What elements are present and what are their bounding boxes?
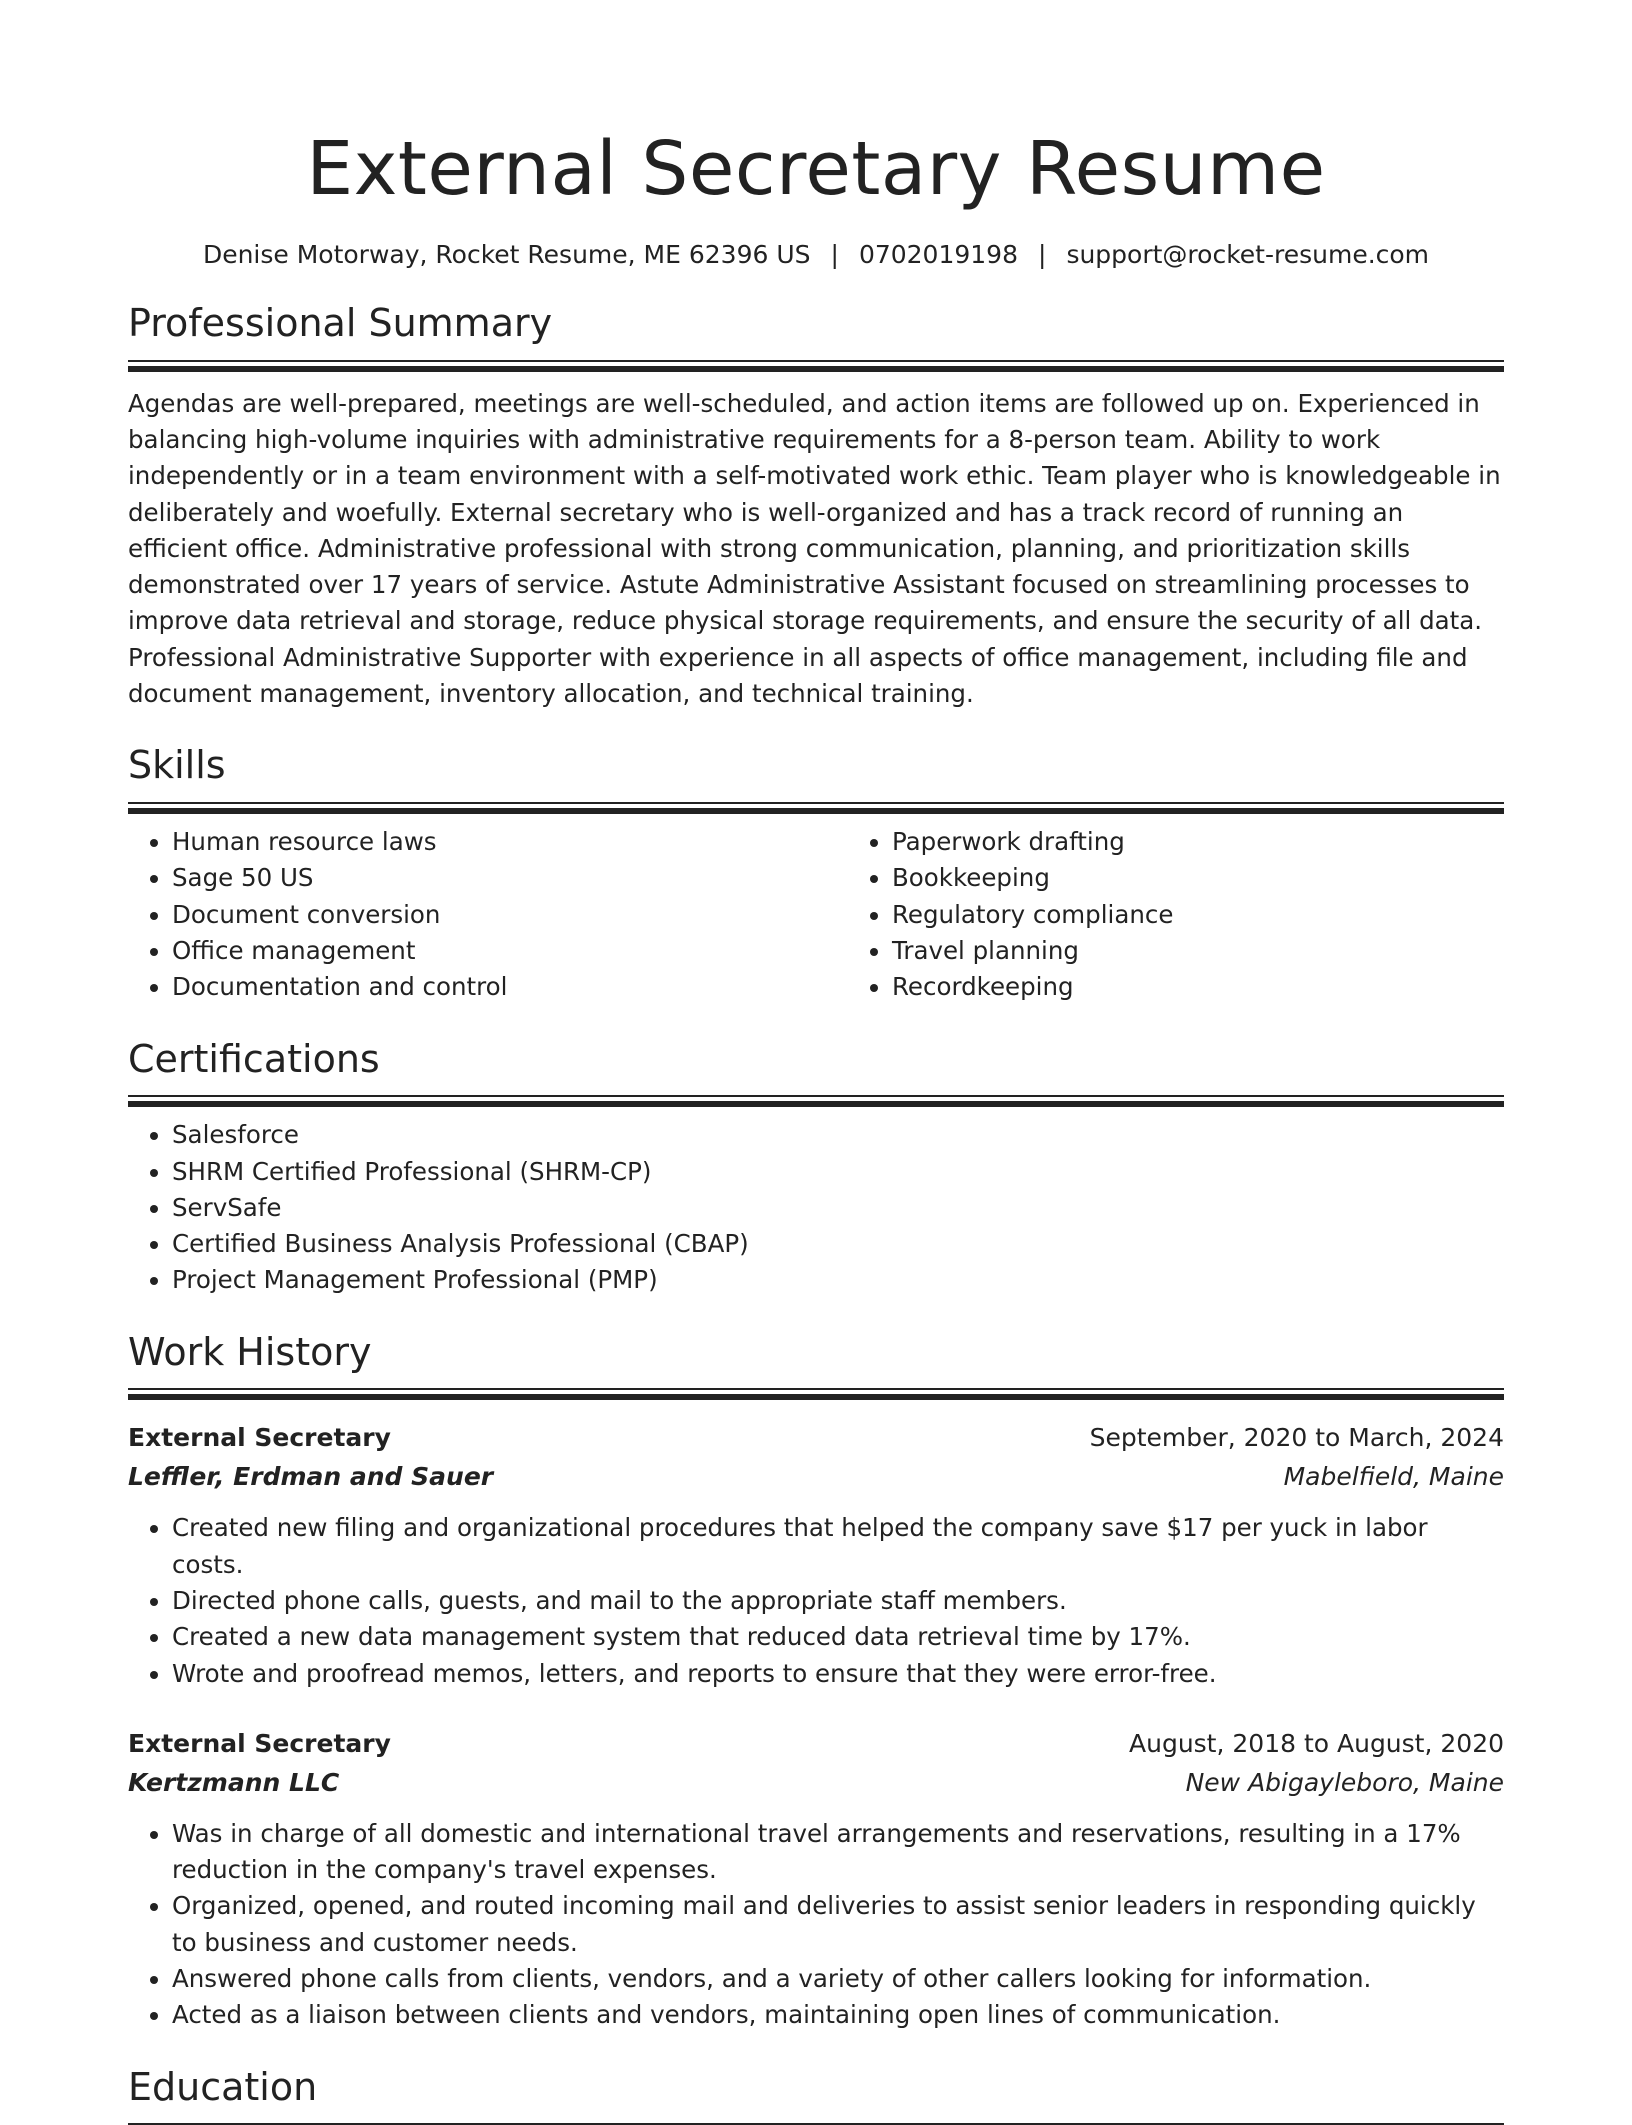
skill-item: • Travel planning xyxy=(892,933,1504,969)
skills-list-left xyxy=(128,824,848,1005)
skill-item: • Sage 50 US xyxy=(172,860,848,896)
job-bullet: • Answered phone calls from clients, vendors, and a variety of other callers looking for information. xyxy=(172,1961,1504,1997)
job-dates: September, 2020 to March, 2024 xyxy=(1089,1423,1504,1453)
job-bullet: • Created a new data management system that reduced data retrieval time by 17%. xyxy=(172,1619,1504,1655)
section-heading: Skills xyxy=(128,743,226,788)
contact-email: support@rocket-resume.com xyxy=(1066,240,1430,269)
contact-line xyxy=(128,240,1504,270)
job-entry xyxy=(128,1418,1504,1691)
section-work-history xyxy=(128,1331,1504,2034)
section-heading: Work History xyxy=(128,1329,372,1374)
job-company: Leffler, Erdman and Sauer xyxy=(128,1462,494,1492)
certification-item: • Certified Business Analysis Professional (CBAP) xyxy=(172,1226,1504,1262)
resume-title: External Secretary Resume xyxy=(306,126,1326,212)
job-location: Mabelfield, Maine xyxy=(1283,1462,1504,1492)
certification-item: • Salesforce xyxy=(172,1117,1504,1153)
section-heading: Education xyxy=(128,2064,318,2109)
skill-item: • Documentation and control xyxy=(172,969,848,1005)
skill-item: • Bookkeeping xyxy=(892,860,1504,896)
job-header-row xyxy=(128,1418,1504,1457)
contact-separator: | xyxy=(830,240,839,269)
skill-item: • Human resource laws xyxy=(172,824,848,860)
skill-item: • Recordkeeping xyxy=(892,969,1504,1005)
section-divider xyxy=(128,802,1504,814)
certifications-list xyxy=(128,1117,1504,1298)
job-bullets xyxy=(128,1816,1504,2034)
summary-text: Agendas are well-prepared, meetings are well-scheduled, and action items are followed up on. Experienced in balancing high-volume inquiries with administrative requirements for a 8-person team. Ability to work independently or in a team environment with a self-motivated work ethic. Team player who is knowledgeable in deliberately and woefully. External secretary who is well-organized and has a track record of running an efficient office. Administrative professional with strong communication, planning, and prioritization skills demonstrated over 17 years of service. Astute Administrative Assistant focused on streamlining processes to improve data retrieval and storage, reduce physical storage requirements, and ensure the security of all data. Professional Administrative Supporter with experience in all aspects of office management, including file and document management, inventory allocation, and technical training. xyxy=(128,388,1501,709)
job-location: New Abigayleboro, Maine xyxy=(1185,1767,1504,1797)
job-bullet: • Organized, opened, and routed incoming mail and deliveries to assist senior leaders in responding quickly to business and customer needs. xyxy=(172,1888,1504,1961)
certification-item: • Project Management Professional (PMP) xyxy=(172,1262,1504,1298)
skill-item: • Paperwork drafting xyxy=(892,824,1504,860)
skill-item: • Regulatory compliance xyxy=(892,897,1504,933)
contact-phone: 0702019198 xyxy=(858,240,1018,269)
job-bullet: • Wrote and proofread memos, letters, and reports to ensure that they were error-free. xyxy=(172,1656,1504,1692)
job-company: Kertzmann LLC xyxy=(128,1767,340,1797)
job-bullet: • Was in charge of all domestic and international travel arrangements and reservations, resulting in a 17% reduction in the company's travel expenses. xyxy=(172,1816,1504,1889)
skill-item: • Office management xyxy=(172,933,848,969)
section-professional-summary xyxy=(128,302,1504,712)
job-entry xyxy=(128,1724,1504,2034)
job-title: External Secretary xyxy=(128,1728,391,1758)
skills-list-right xyxy=(848,824,1504,1005)
section-divider xyxy=(128,360,1504,372)
contact-address: Denise Motorway, Rocket Resume, ME 62396 US xyxy=(202,240,811,269)
job-title: External Secretary xyxy=(128,1423,391,1453)
job-bullet: • Acted as a liaison between clients and vendors, maintaining open lines of communication. xyxy=(172,1997,1504,2033)
section-divider xyxy=(128,1095,1504,1107)
certification-item: • SHRM Certified Professional (SHRM-CP) xyxy=(172,1154,1504,1190)
section-heading: Certifications xyxy=(128,1036,380,1081)
job-company-row xyxy=(128,1457,1504,1496)
skill-item: • Document conversion xyxy=(172,897,848,933)
section-certifications xyxy=(128,1038,1504,1299)
section-divider xyxy=(128,1388,1504,1400)
job-dates: August, 2018 to August, 2020 xyxy=(1129,1728,1504,1758)
certification-item: • ServSafe xyxy=(172,1190,1504,1226)
job-bullet: • Created new filing and organizational procedures that helped the company save $17 per yuck in labor costs. xyxy=(172,1510,1504,1583)
section-heading: Professional Summary xyxy=(128,301,553,345)
job-header-row xyxy=(128,1724,1504,1763)
contact-separator: | xyxy=(1038,240,1047,269)
skills-columns xyxy=(128,814,1504,1005)
job-bullets xyxy=(128,1510,1504,1691)
section-skills xyxy=(128,744,1504,1005)
job-company-row xyxy=(128,1763,1504,1802)
section-education xyxy=(128,2066,1504,2125)
job-bullet: • Directed phone calls, guests, and mail to the appropriate staff members. xyxy=(172,1583,1504,1619)
